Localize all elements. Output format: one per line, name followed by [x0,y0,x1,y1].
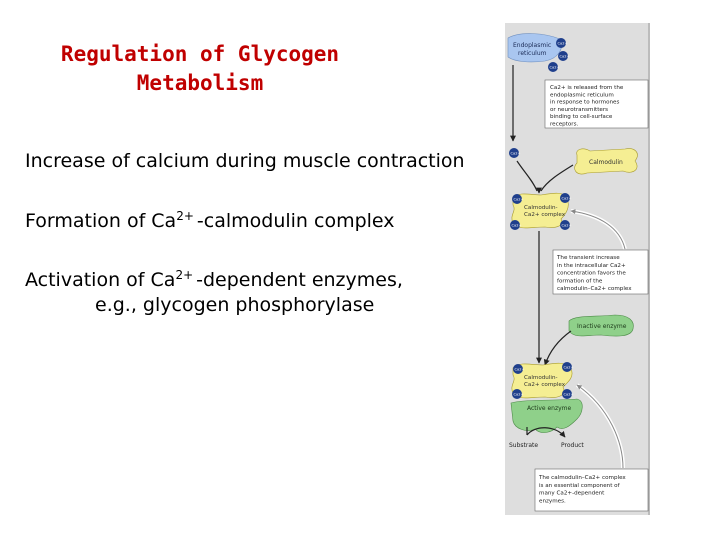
figure-text-line: Ca2+ complex [524,212,566,218]
calcium-ion-label: Ca2+ [513,392,524,397]
figure-text-line: enzymes. [539,498,566,505]
active-enzyme-label: Active enzyme [527,405,572,412]
slide-title-line1: Regulation of Glycogen [60,42,340,66]
calcium-ion-label: Ca2+ [549,65,560,70]
bullet-example: e.g., glycogen phosphorylase [95,294,375,316]
figure-text-line: in response to hormones [550,99,620,106]
calmodulin-label: Calmodulin [589,159,623,166]
figure-text-line: The transient increase [557,255,620,261]
bullet-text-pre: Activation of Ca [25,269,176,291]
bullet-calcium-increase [25,150,465,172]
calcium-ion-label: Ca2+ [563,365,574,370]
calcium-ion-label: Ca2+ [561,223,572,228]
figure-text-line: formation of the [557,278,603,285]
bullet-text: Increase of calcium during muscle contraction [25,150,465,172]
figure-text-line: The calmodulin–Ca2+ complex [539,475,626,481]
bullet-complex-formation [25,209,395,232]
calcium-ion-label: Ca2+ [559,54,570,59]
er-label-2: reticulum [518,50,547,57]
bullet-enzyme-activation [25,268,403,316]
calcium-ion-label: Ca2+ [514,367,525,372]
inactive-enzyme-label: Inactive enzyme [577,323,627,330]
calcium-ion-label: Ca2+ [510,151,521,156]
calmodulin-pathway-figure [505,23,650,515]
slide-title [20,40,380,98]
substrate-label: Substrate [509,442,539,449]
bullet-text-post: -dependent enzymes, [196,269,403,291]
slide-title-line2: Metabolism [136,71,264,95]
figure-text-line: or neurotransmitters [550,106,609,113]
figure-text-line: many Ca2+-dependent [539,490,605,497]
figure-text-line: Calmodulin- [524,205,558,211]
calcium-ion-label: Ca2+ [557,41,568,46]
calcium-ion-label: Ca2+ [563,392,574,397]
figure-text-line: binding to cell-surface [550,114,613,121]
figure-text-line: Ca2+ complex [524,382,566,388]
calcium-ion-label: Ca2+ [511,223,522,228]
calcium-ion-label: Ca2+ [513,197,524,202]
figure-text-line: in the intracellular Ca2+ [557,262,626,269]
bullet-text-post: -calmodulin complex [196,210,395,232]
figure-text-line: calmodulin–Ca2+ complex [557,286,632,293]
figure-text-line: concentration favors the [557,270,626,277]
calcium-ion-label: Ca2+ [561,196,572,201]
er-label-1: Endoplasmic [513,42,552,49]
bullet-text-pre: Formation of Ca [25,210,177,232]
bullet-superscript: 2+ [175,268,194,282]
product-label: Product [561,442,584,449]
bullet-superscript: 2+ [176,209,194,223]
figure-text-line: endoplasmic reticulum [550,92,614,99]
figure-text-line: Ca2+ is released from the [550,85,624,91]
figure-text-line: receptors. [550,121,579,128]
figure-text-line: Calmodulin- [524,375,558,381]
figure-text-line: is an essential component of [539,482,620,489]
